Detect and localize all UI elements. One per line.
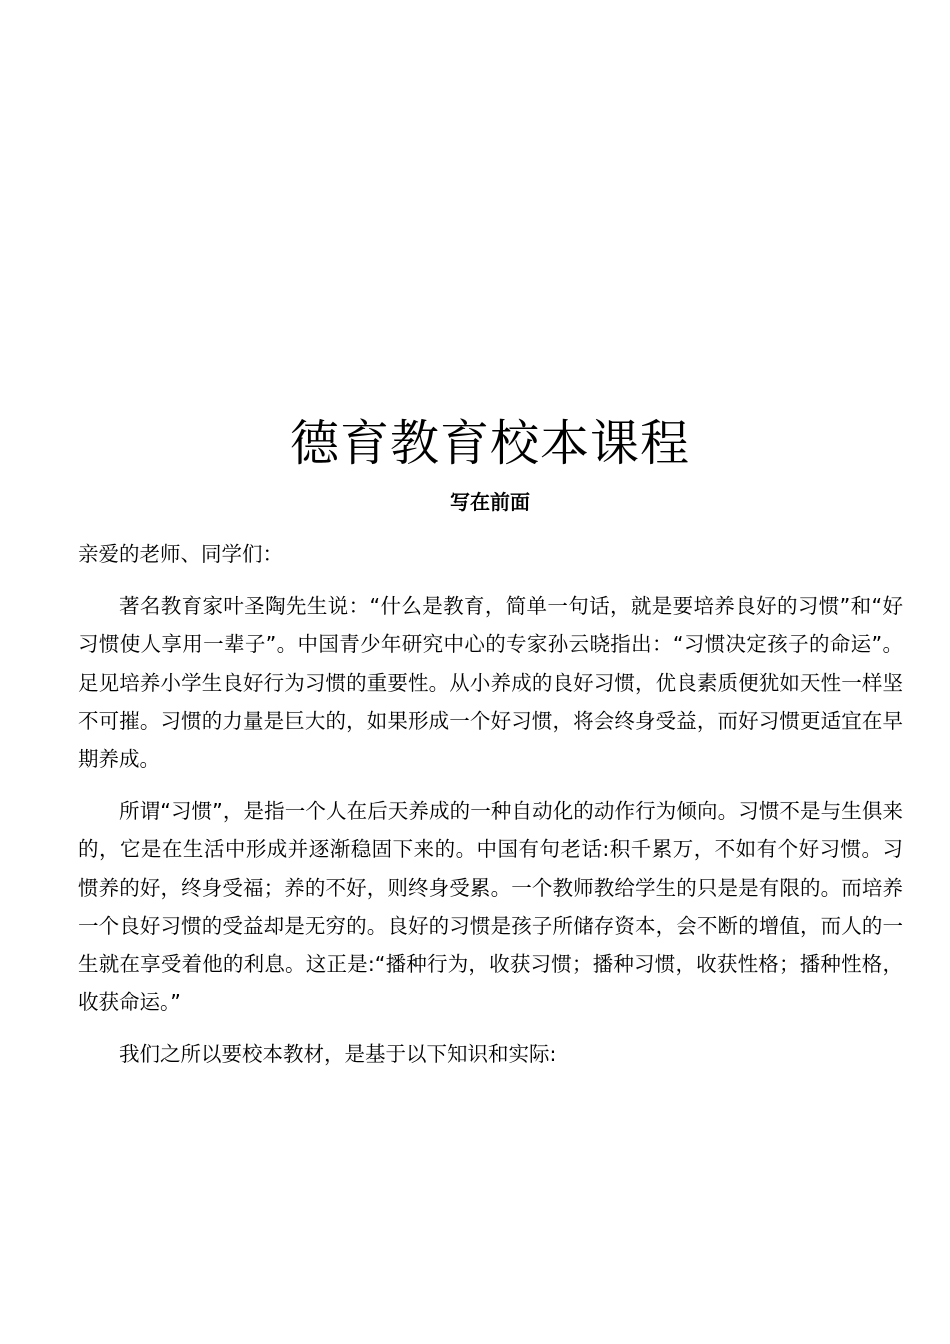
document-title: 德育教育校本课程	[289, 415, 690, 472]
paragraph-1: 著名教育家叶圣陶先生说：“什么是教育，简单一句话，就是要培养良好的习惯”和“好习惯使人享用一辈子”。中国青少年研究中心的专家孙云晓指出：“习惯决定孩子的命运”。足见培养小学生良好行为习惯的重要性。从小养成的良好习惯，优良素质便犹如天性一样坚不可摧。习惯的力量是巨大的，如果形成一个好习惯，将会终身受益，而好习惯更适宜在早期养成。	[78, 594, 903, 772]
paragraph-3: 我们之所以要校本教材，是基于以下知识和实际:	[119, 1042, 557, 1067]
greeting-line: 亲爱的老师、同学们：	[78, 542, 283, 566]
document-subtitle: 写在前面	[450, 490, 530, 514]
paragraph-2: 所谓“习惯”，是指一个人在后天养成的一种自动化的动作行为倾向。习惯不是与生俱来的，它是在生活中形成并逐渐稳固下来的。中国有句老话:积千累万，不如有个好习惯。习惯养的好，终身受福；养的不好，则终身受累。一个教师教给学生的只是是有限的。而培养一个良好习惯的受益却是无穷的。良好的习惯是孩子所储存资本，会不断的增值，而人的一生就在享受着他的利息。这正是:“播种行为，收获习惯；播种习惯，收获性格；播种性格，收获命运。”	[78, 799, 903, 1015]
document-body	[78, 535, 903, 1074]
